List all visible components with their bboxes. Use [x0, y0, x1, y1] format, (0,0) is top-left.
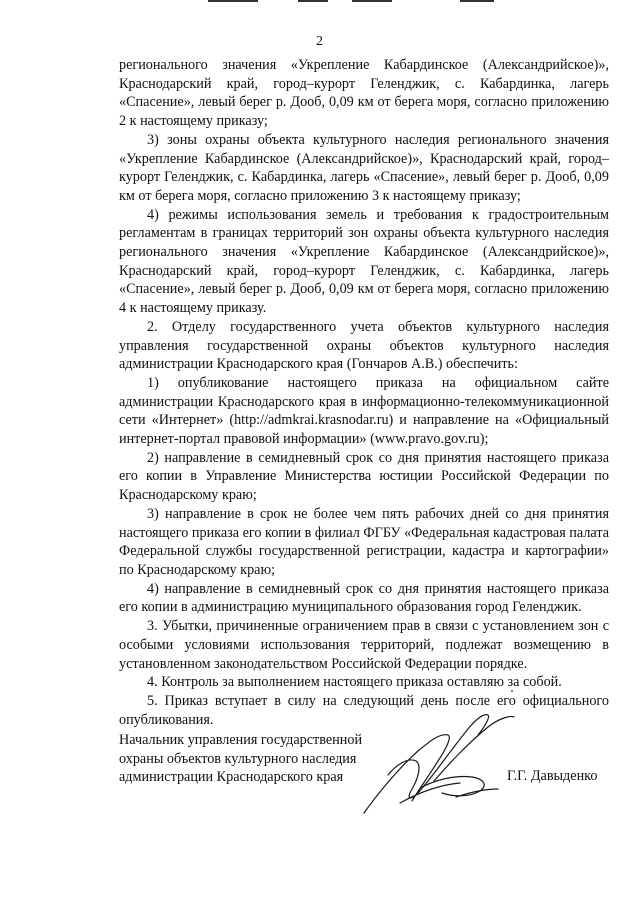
paragraph: 3) направление в срок не более чем пять рабочих дней со дня принятия настоящего приказа его копии в филиал ФГБУ «Федеральная кадастровая палата Федеральной службы государственной регистрации, кадастра и картографии» по Краснодарскому краю; [119, 505, 609, 578]
signer-name: Г.Г. Давыденко [507, 768, 598, 784]
paragraph: регионального значения «Укрепление Кабардинское (Александрийское)», Краснодарский край, город–курорт Геленджик, с. Кабардинка, лагерь «Спасение», левый берег р. Дооб, 0,09 км от берега моря, согласно приложению 2 к настоящему приказу; [119, 57, 609, 130]
paragraph: 4) направление в семидневный срок со дня принятия настоящего приказа его копии в администрацию муниципального образования город Геленджик. [119, 580, 609, 616]
paragraph: 4) режимы использования земель и требования к градостроительным регламентам в границах территорий зон охраны объекта культурного наследия регионального значения «Укрепление Кабардинское (Александрийское)», Краснодарский край, город–курорт Геленджик, с. Кабардинка, лагерь «Спасение», левый берег р. Дооб, 0,09 км от берега моря, согласно приложению 4 к настоящему приказу. [119, 206, 609, 317]
handwritten-signature [338, 705, 528, 820]
scan-edge-artifact [0, 0, 639, 3]
scan-speck [511, 690, 513, 692]
paragraph: 3) зоны охраны объекта культурного наследия регионального значения «Укрепление Кабардинское (Александрийское)», Краснодарский край, город–курорт Геленджик, с. Кабардинка, лагерь «Спасение», левый берег р. Дооб, 0,09 км от берега моря, согласно приложению 3 к настоящему приказу; [119, 131, 609, 204]
paragraph: 2) направление в семидневный срок со дня принятия настоящего приказа его копии в Управление Министерства юстиции Российской Федерации по Краснодарскому краю; [119, 449, 609, 504]
paragraph: 2. Отделу государственного учета объектов культурного наследия управления государственной охраны объектов культурного наследия администрации Краснодарского края (Гончаров А.В.) обеспечить: [119, 318, 609, 373]
document-body [119, 56, 609, 729]
page-number: 2 [316, 34, 323, 49]
paragraph: 3. Убытки, причиненные ограничением прав в связи с установлением зон с особыми условиями использования территорий, подлежат возмещению в установленном законодательством Российской Федерации порядке. [119, 618, 609, 672]
position-line: администрации Краснодарского края [119, 769, 344, 786]
position-line: охраны объектов культурного наследия [119, 750, 357, 767]
paragraph: 4. Контроль за выполнением настоящего приказа оставляю за собой. [147, 674, 562, 691]
position-line: Начальник управления государственной [119, 732, 363, 748]
paragraph: 5. Приказ вступает в силу на следующий день после его официального опубликования. [119, 692, 609, 728]
paragraph: 1) опубликование настоящего приказа на официальном сайте администрации Краснодарского края в информационно-телекоммуникационной сети «Интернет» (http://admkrai.krasnodar.ru) и направление на «Официальный интернет-портал правовой информации» (www.pravo.gov.ru); [119, 374, 609, 448]
